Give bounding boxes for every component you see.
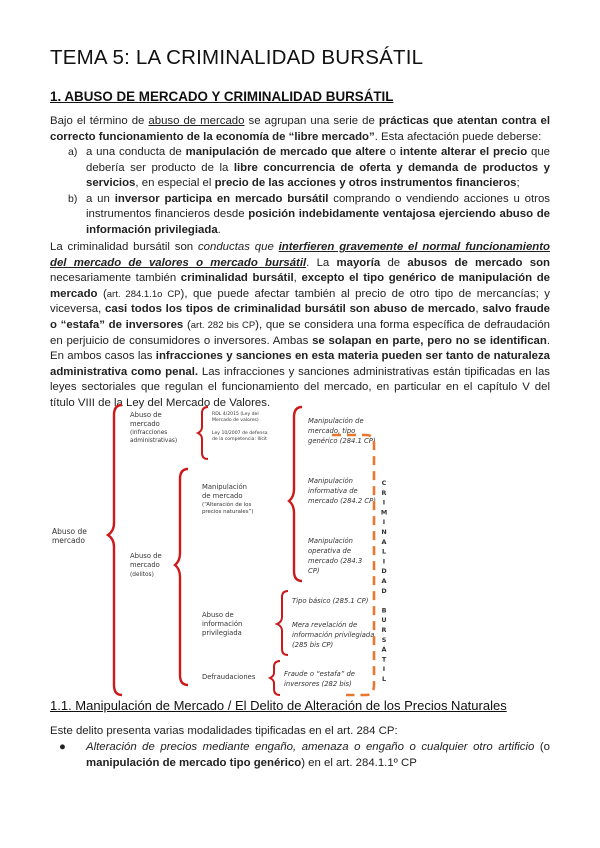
page-title: TEMA 5: LA CRIMINALIDAD BURSÁTIL <box>50 46 424 69</box>
diagram-admin-laws: RDL 4/2015 (Ley del Mercado de valores) Ley 10/2007 de defensa de la competencia: Ilícit <box>212 412 268 442</box>
admin-bracket <box>198 407 208 459</box>
vertical-letter: I <box>382 665 386 674</box>
vertical-letter: A <box>381 577 387 585</box>
bullet-dot: ● <box>59 741 66 753</box>
vertical-letter: I <box>382 518 386 527</box>
section-heading: 1. ABUSO DE MERCADO Y CRIMINALIDAD BURSÁTIL <box>50 89 394 104</box>
info-bracket <box>277 591 288 655</box>
main-right-bracket <box>289 407 302 581</box>
list-item: a) a una conducta de manipulación de mercado que altere o intente alterar el precio que debería ser producto de la libre concurrencia de oferta y demanda de productos y servicios, en especial el precio de las acciones y otros instrumentos financieros; <box>68 146 550 190</box>
causes-list <box>68 145 550 239</box>
modalities-list <box>50 740 550 771</box>
vertical-letter: I <box>382 498 386 507</box>
vertical-letter: B <box>381 606 387 615</box>
abuse-diagram <box>50 403 550 698</box>
leaf-manip-informativa: Manipulación informativa de mercado (284.2 CP) <box>308 477 376 505</box>
leaf-manip-generica: Manipulación de mercado, tipo genérico (284.1 CP) <box>308 417 376 445</box>
criminality-vertical-label <box>381 479 387 683</box>
leaf-mera-revelacion: Mera revelación de información privilegiada (285 bis CP) <box>292 621 375 649</box>
list-marker: b) <box>68 192 78 205</box>
vertical-letter: M <box>380 508 388 517</box>
vertical-letter: R <box>381 626 387 634</box>
vertical-letter: A <box>381 537 387 546</box>
vertical-letter: T <box>381 655 387 664</box>
vertical-letter: L <box>381 547 387 556</box>
subsection-heading: 1.1. Manipulación de Mercado / El Delito de Alteración de los Precios Naturales <box>50 698 507 713</box>
vertical-letter: S <box>381 635 387 644</box>
root-bracket <box>108 405 122 695</box>
leaf-fraude: Fraude o “estafa” de inversores (282 bis) <box>284 670 355 688</box>
diagram-root-label: Abuso de mercado <box>52 527 87 545</box>
vertical-letter: L <box>381 675 387 683</box>
delitos-bracket <box>175 469 188 685</box>
vertical-letter: Á <box>381 645 387 654</box>
vertical-letter: N <box>381 528 387 536</box>
leaf-tipo-basico: Tipo básico (285.1 CP) <box>292 597 369 605</box>
diagram-delitos-label: Abuso de mercado (delitos) <box>130 552 162 578</box>
vertical-letter: U <box>381 616 387 625</box>
leaf-manip-operativa: Manipulación operativa de mercado (284.3 CP) <box>308 537 363 575</box>
vertical-letter: C <box>381 479 387 487</box>
vertical-letter: D <box>381 567 387 576</box>
defraud-bracket <box>270 661 280 695</box>
intro-paragraph: Bajo el término de abuso de mercado se agrupan una serie de prácticas que atentan contra el correcto funcionamiento de la economía de “libre mercado”. Esta afectación puede deberse: <box>50 115 550 143</box>
diagram-defraud-label: Defraudaciones <box>202 673 256 681</box>
diagram-info-label: Abuso de información privilegiada <box>202 611 243 637</box>
subsection-intro: Este delito presenta varias modalidades tipificadas en el art. 284 CP: <box>50 725 398 737</box>
criminality-paragraph: La criminalidad bursátil son conductas que interfieren gravemente el normal funcionamiento del mercado de valores o mercado bursátil. La mayoría de abusos de mercado son necesariamente también criminalidad bursátil, excepto el tipo genérico de manipulación de mercado (art. 284.1.1o CP), que puede afectar también al precio de otro tipo de mercancías; y viceversa, casi todos los tipos de criminalidad bursátil son abuso de mercado, salvo fraude o “estafa” de inversores (art. 282 bis CP), que se considera una forma específica de defraudación en perjuicio de consumidores o inversores. Ambas se solapan en parte, pero no se identifican. En ambos casos las infracciones y sanciones en esta materia pueden ser tanto de naturaleza administrativa como penal. Las infracciones y sanciones administrativas están tipificadas en las leyes sectoriales que regulan el funcionamiento del mercado, en particular en el capítulo V del título VIII de la Ley del Mercado de Valores. <box>50 241 551 409</box>
list-marker: a) <box>68 146 78 158</box>
criminality-bracket <box>332 435 374 695</box>
vertical-letter: D <box>381 586 387 595</box>
diagram-manip-label: Manipulación de mercado (“Alteración de los precios naturales”) <box>202 483 254 515</box>
list-item: ● Alteración de precios mediante engaño, amenaza o engaño o cualquier otro artificio (o manipulación de mercado tipo genérico) en el art. 284.1.1º CP <box>59 741 550 769</box>
diagram-admin-label: Abuso de mercado (infracciones administrativas) <box>130 411 178 444</box>
vertical-letter: R <box>381 488 387 497</box>
vertical-letter: I <box>382 557 386 566</box>
list-item: b) a un inversor participa en mercado bursátil comprando o vendiendo acciones u otros instrumentos financieros desde posición indebidamente ventajosa ejerciendo abuso de información privilegiada. <box>68 192 550 236</box>
